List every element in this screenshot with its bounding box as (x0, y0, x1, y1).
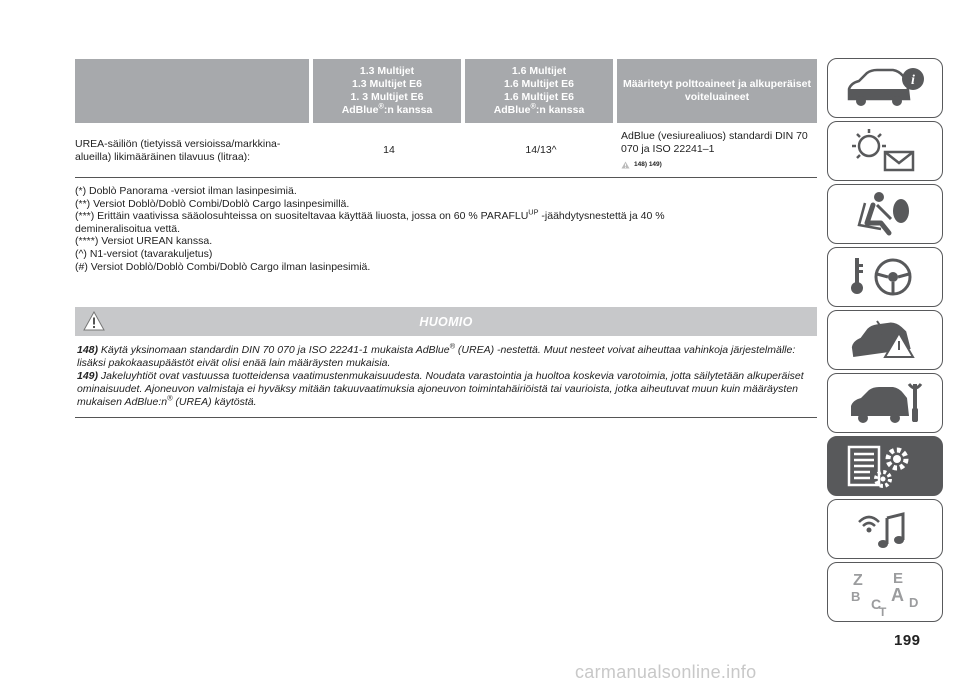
header-line: 1.6 Multijet E6 (503, 78, 575, 90)
svg-text:i: i (911, 73, 915, 88)
warning-number: 148) (77, 344, 99, 356)
index-letter: E (893, 570, 904, 587)
warning-box (75, 307, 817, 418)
page-number: 199 (894, 632, 921, 649)
capacity-1-6: 14/13^ (465, 123, 617, 178)
footnote (75, 207, 817, 223)
paraflu-sup: UP (528, 207, 539, 217)
warning-title: HUOMIO (419, 314, 473, 329)
warning-text: (UREA) käytöstä. (172, 396, 257, 408)
row-label: UREA-säiliön (tietyissä versioissa/markkina-alueilla) likimääräinen tilavuus (litraa): (75, 123, 313, 178)
index-letters-icon (837, 567, 933, 617)
header-line: 1.3 Multijet E6 (351, 78, 423, 90)
tab-emergency[interactable] (827, 310, 943, 370)
header-line: 1. 3 Multijet E6 (350, 91, 424, 103)
warning-triangle-icon (621, 161, 630, 169)
warning-body (75, 336, 817, 417)
registered-mark: ® (449, 341, 455, 351)
fluid-spec-cell (617, 123, 817, 178)
table-row (75, 123, 817, 178)
tab-maintenance[interactable] (827, 373, 943, 433)
footnotes (75, 185, 817, 273)
footnote: (^) N1-versiot (tavarakuljetus) (75, 247, 213, 260)
footnote: (#) Versiot Doblò/Doblò Combi/Doblò Cargo ilman lasinpesimiä. (75, 260, 371, 273)
footnote-text: (***) Erittäin vaativissa sääolosuhteissa on suositeltavaa käyttää liuosta, jossa on 60 % PARAFLU (75, 210, 529, 223)
warning-refs-text: 148) 149) (634, 161, 662, 168)
tab-index[interactable] (827, 562, 943, 622)
warning-text: Jakeluyhtiöt ovat vastuussa tuotteidensa vaatimustenmukaisuudesta. Noudata varastointia ja huoltoa koskevia varotoimia, jotta säilytetään alkuperäiset ominaisuudet. Ajoneuvon valmistaja ei hyväksy mitään takuuvaatimuksia ajoneuvon toimintahäiriöistä tai vaurioista, jotka aiheutuvat muun kuin määräysten mukaisen AdBlue:n (77, 370, 804, 408)
header-line: 1.6 Multijet (511, 65, 567, 77)
warning-refs[interactable] (621, 158, 813, 171)
tab-starting-driving[interactable] (827, 247, 943, 307)
footnote: (**) Versiot Doblò/Doblò Combi/Doblò Cargo lasinpesimillä. (75, 197, 350, 210)
table-header-row (75, 59, 817, 123)
index-letter: C (871, 596, 882, 612)
header-adblue-tail: :n kanssa (535, 104, 585, 116)
breakdown-car-icon (837, 315, 933, 365)
tab-technical-specifications[interactable] (827, 436, 943, 496)
footnote: (*) Doblò Panorama -versiot ilman lasinpesimiä. (75, 185, 297, 197)
warning-item-148 (77, 341, 817, 370)
index-letter: Z (853, 572, 863, 589)
index-letter: T (879, 605, 887, 617)
warning-triangle-icon (83, 311, 105, 331)
header-adblue: AdBlue (341, 104, 379, 116)
header-engine-1-3 (313, 59, 465, 123)
car-info-icon (837, 63, 933, 113)
header-adblue-tail: :n kanssa (383, 104, 433, 116)
specifications-gear-icon (837, 441, 933, 491)
warning-text: Käytä yksinomaan standardin DIN 70 070 ja ISO 22241-1 mukaista AdBlue (98, 344, 450, 356)
footnote: (****) Versiot UREAN kanssa. (75, 235, 213, 248)
key-steering-icon (837, 252, 933, 302)
header-adblue: AdBlue (493, 104, 531, 116)
registered-mark: ® (167, 393, 173, 403)
fluid-spec-text: AdBlue (vesiurealiuos) standardi DIN 70 070 ja ISO 22241–1 (621, 130, 808, 155)
tab-safety[interactable] (827, 184, 943, 244)
watermark: carmanualsonline.info (575, 662, 757, 682)
tab-warning-lights[interactable] (827, 121, 943, 181)
header-blank-cell (75, 59, 313, 123)
capacity-1-3: 14 (313, 123, 465, 178)
warning-number: 149) (77, 370, 99, 382)
header-fluids-spec: Määritetyt polttoaineet ja alkuperäiset voiteluaineet (617, 59, 817, 123)
header-line: 1.6 Multijet E6 (503, 91, 575, 103)
registered-mark: ® (378, 101, 384, 111)
header-line: 1.3 Multijet (359, 65, 415, 77)
index-letter: B (851, 589, 861, 604)
footnote: demineralisoitua vettä. (75, 222, 181, 235)
specifications-table (75, 59, 817, 178)
index-letter: A (891, 585, 904, 605)
tab-multimedia[interactable] (827, 499, 943, 559)
maintenance-tools-icon (837, 378, 933, 428)
header-engine-1-6 (465, 59, 617, 123)
airbag-seat-icon (837, 189, 933, 239)
warning-header (75, 307, 817, 336)
index-letter: D (909, 595, 919, 610)
warning-text: (UREA) -nestettä. Muut nesteet voivat aiheuttaa vahinkoja järjestelmälle: lisäksi pakokaasupäästöt eivät olisi enää lain määräysten mukaisia. (77, 344, 796, 369)
registered-mark: ® (530, 101, 536, 111)
warning-lights-icon (837, 126, 933, 176)
warning-item-149 (77, 370, 817, 409)
tab-getting-to-know-vehicle[interactable] (827, 58, 943, 118)
footnote-text: -jäähdytysnestettä ja 40 % (538, 210, 665, 223)
multimedia-icon (837, 504, 933, 554)
